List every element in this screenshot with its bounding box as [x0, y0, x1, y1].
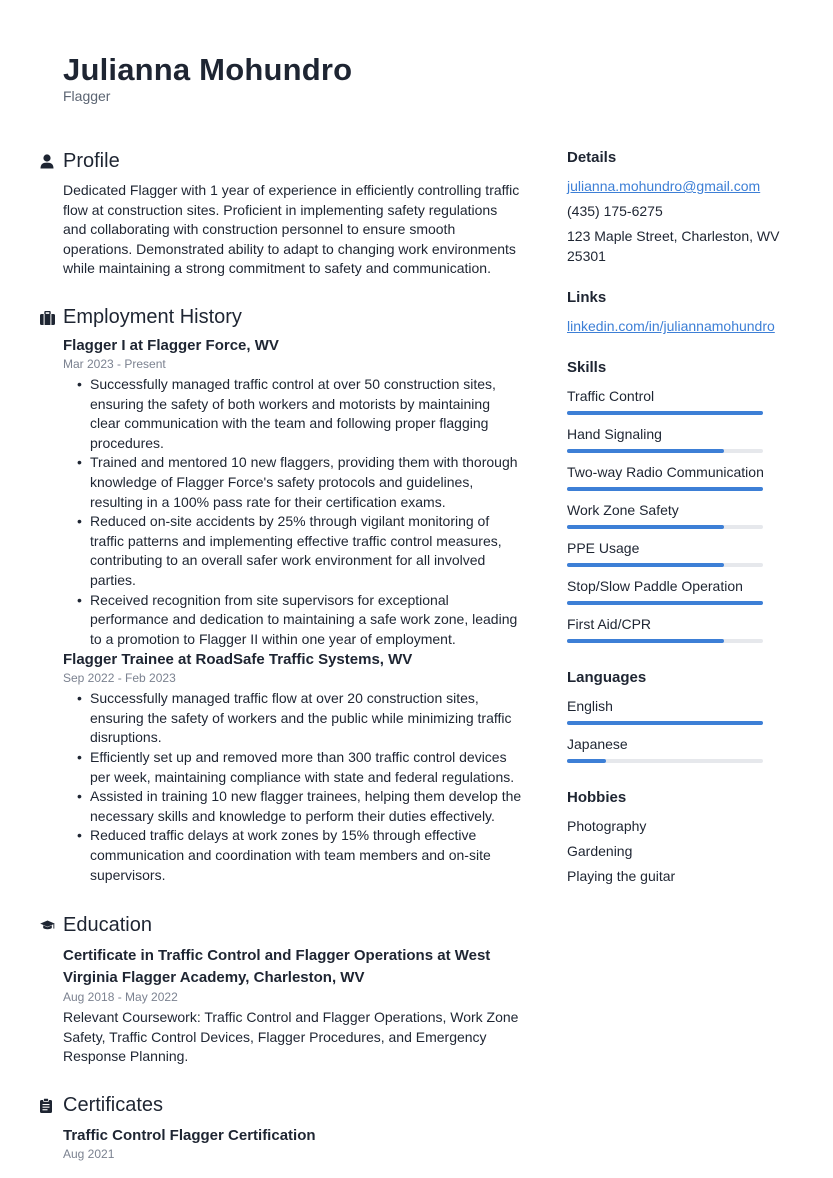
- profile-summary: Dedicated Flagger with 1 year of experience in efficiently controlling traffic flow at construction sites. Proficient in implementing safety regulations and collaborating with construction personnel to ensure smooth operations. Demonstrated ability to adapt to changing work environments while maintaining a strong commitment to safety and communication.: [63, 182, 520, 277]
- skill-level-bar: [567, 411, 763, 415]
- skills-heading: Skills: [567, 359, 607, 376]
- education-heading-row: [40, 912, 522, 938]
- skill-item: [567, 614, 793, 652]
- language-level-fill: [567, 721, 763, 725]
- job-title: Flagger I at Flagger Force, WV: [63, 336, 279, 354]
- resume-job-title: Flagger: [63, 88, 111, 104]
- skill-level-bar: [567, 487, 763, 491]
- skill-level-bar: [567, 563, 763, 567]
- email-link[interactable]: julianna.mohundro@gmail.com: [567, 178, 761, 194]
- skill-level-fill: [567, 411, 763, 415]
- hobby-item: Playing the guitar: [567, 868, 676, 884]
- job-bullet: • Received recognition from site supervisors for exceptional performance and dedication to maintaining a safe work zone, leading to a promotion to Flagger II within one year of employment.: [90, 591, 522, 650]
- skill-name: PPE Usage: [567, 540, 640, 556]
- profile-heading-row: [40, 148, 522, 174]
- education-heading: Education: [63, 913, 152, 936]
- skill-item: [567, 386, 793, 424]
- job-bullet: • Reduced traffic delays at work zones by 15% through effective communication and coordination with team members and on-site supervisors.: [90, 826, 522, 885]
- skill-item: [567, 576, 793, 614]
- skill-level-bar: [567, 639, 763, 643]
- skills-section: [567, 358, 793, 652]
- skill-name: Work Zone Safety: [567, 502, 679, 518]
- linkedin-link[interactable]: linkedin.com/in/juliannamohundro: [567, 318, 775, 334]
- skill-item: [567, 424, 793, 462]
- certificate-entry: [63, 1125, 522, 1163]
- certificates-heading-row: [40, 1092, 522, 1118]
- education-section: [40, 912, 522, 1067]
- language-name: Japanese: [567, 736, 628, 752]
- details-section: [567, 148, 793, 266]
- job-bullet: • Assisted in training 10 new flagger trainees, helping them develop the necessary skills and knowledge to perform their duties effectively.: [90, 787, 522, 826]
- job-bullets: [63, 689, 522, 885]
- skill-level-fill: [567, 525, 724, 529]
- languages-section: [567, 668, 793, 772]
- skills-list: [567, 386, 793, 652]
- links-section: [567, 288, 793, 336]
- education-list: [63, 945, 522, 1067]
- skill-level-fill: [567, 487, 763, 491]
- hobbies-section: [567, 788, 793, 886]
- person-icon: [40, 154, 63, 169]
- clipboard-icon: [40, 1098, 63, 1113]
- employment-section: [40, 305, 522, 885]
- details-heading: Details: [567, 149, 617, 166]
- language-item: [567, 734, 793, 772]
- skill-item: [567, 462, 793, 500]
- briefcase-icon: [40, 311, 63, 325]
- certificates-heading: Certificates: [63, 1093, 164, 1116]
- language-name: English: [567, 698, 613, 714]
- job-dates: Mar 2023 - Present: [63, 356, 166, 371]
- job-entry: [63, 649, 522, 885]
- language-level-bar: [567, 759, 763, 763]
- skill-name: Stop/Slow Paddle Operation: [567, 578, 743, 594]
- language-item: [567, 696, 793, 734]
- employment-heading-row: [40, 305, 522, 331]
- education-description: Relevant Coursework: Traffic Control and Flagger Operations, Work Zone Safety, Traffic Control Devices, Flagger Procedures, and Emergency Response Planning.: [63, 1009, 519, 1065]
- job-bullet: • Trained and mentored 10 new flaggers, providing them with thorough knowledge of Flagger Force's safety protocols and guidelines, resulting in a 100% pass rate for their certification exams.: [90, 453, 522, 512]
- skill-level-bar: [567, 449, 763, 453]
- skill-level-bar: [567, 601, 763, 605]
- sidebar-column: [567, 148, 793, 886]
- skill-level-bar: [567, 525, 763, 529]
- job-bullets: [63, 375, 522, 649]
- skill-item: [567, 500, 793, 538]
- job-dates: Sep 2022 - Feb 2023: [63, 671, 176, 686]
- address: 123 Maple Street, Charleston, WV 25301: [567, 228, 780, 264]
- job-entry: [63, 335, 522, 649]
- job-bullet: • Reduced on-site accidents by 25% through vigilant monitoring of traffic patterns and implementing effective traffic control measures, contributing to an overall safer work environment for all involved parties.: [90, 512, 522, 590]
- languages-heading: Languages: [567, 669, 647, 686]
- graduation-cap-icon: [40, 920, 63, 931]
- job-bullet: • Successfully managed traffic flow at over 20 construction sites, ensuring the safety of workers and the public while minimizing traffic disruptions.: [90, 689, 522, 748]
- job-bullet: • Efficiently set up and removed more than 300 traffic control devices per week, maintaining compliance with state and federal regulations.: [90, 748, 522, 787]
- skill-name: Traffic Control: [567, 388, 655, 404]
- hobby-item: Photography: [567, 818, 647, 834]
- hobby-item: Gardening: [567, 843, 633, 859]
- skill-level-fill: [567, 639, 724, 643]
- main-column: [40, 148, 522, 1165]
- certificates-section: [40, 1092, 522, 1163]
- phone-number: (435) 175-6275: [567, 203, 663, 219]
- skill-level-fill: [567, 601, 763, 605]
- certificate-dates: Aug 2021: [63, 1147, 115, 1161]
- profile-heading: Profile: [63, 149, 120, 172]
- hobbies-heading: Hobbies: [567, 789, 627, 806]
- certificate-title: Traffic Control Flagger Certification: [63, 1127, 316, 1144]
- links-heading: Links: [567, 289, 607, 306]
- skill-item: [567, 538, 793, 576]
- language-level-fill: [567, 759, 606, 763]
- education-entry: [63, 945, 522, 1067]
- certificates-list: [63, 1125, 522, 1163]
- job-bullet: • Successfully managed traffic control at over 50 construction sites, ensuring the safety of both workers and motorists by maintaining clear communication with the team and following proper flagging procedures.: [90, 375, 522, 453]
- languages-list: [567, 696, 793, 772]
- employment-heading: Employment History: [63, 306, 242, 329]
- job-title: Flagger Trainee at RoadSafe Traffic Systems, WV: [63, 651, 413, 669]
- resume-name: Julianna Mohundro: [63, 52, 353, 87]
- skill-name: First Aid/CPR: [567, 616, 652, 632]
- profile-section: [40, 148, 522, 279]
- education-dates: Aug 2018 - May 2022: [63, 990, 178, 1005]
- skill-name: Two-way Radio Communication: [567, 464, 764, 480]
- education-title: Certificate in Traffic Control and Flagger Operations at West Virginia Flagger Academy, Charleston, WV: [63, 947, 491, 987]
- skill-level-fill: [567, 563, 724, 567]
- skill-level-fill: [567, 449, 724, 453]
- language-level-bar: [567, 721, 763, 725]
- hobbies-list: [567, 816, 793, 886]
- skill-name: Hand Signaling: [567, 426, 662, 442]
- employment-list: [63, 335, 522, 885]
